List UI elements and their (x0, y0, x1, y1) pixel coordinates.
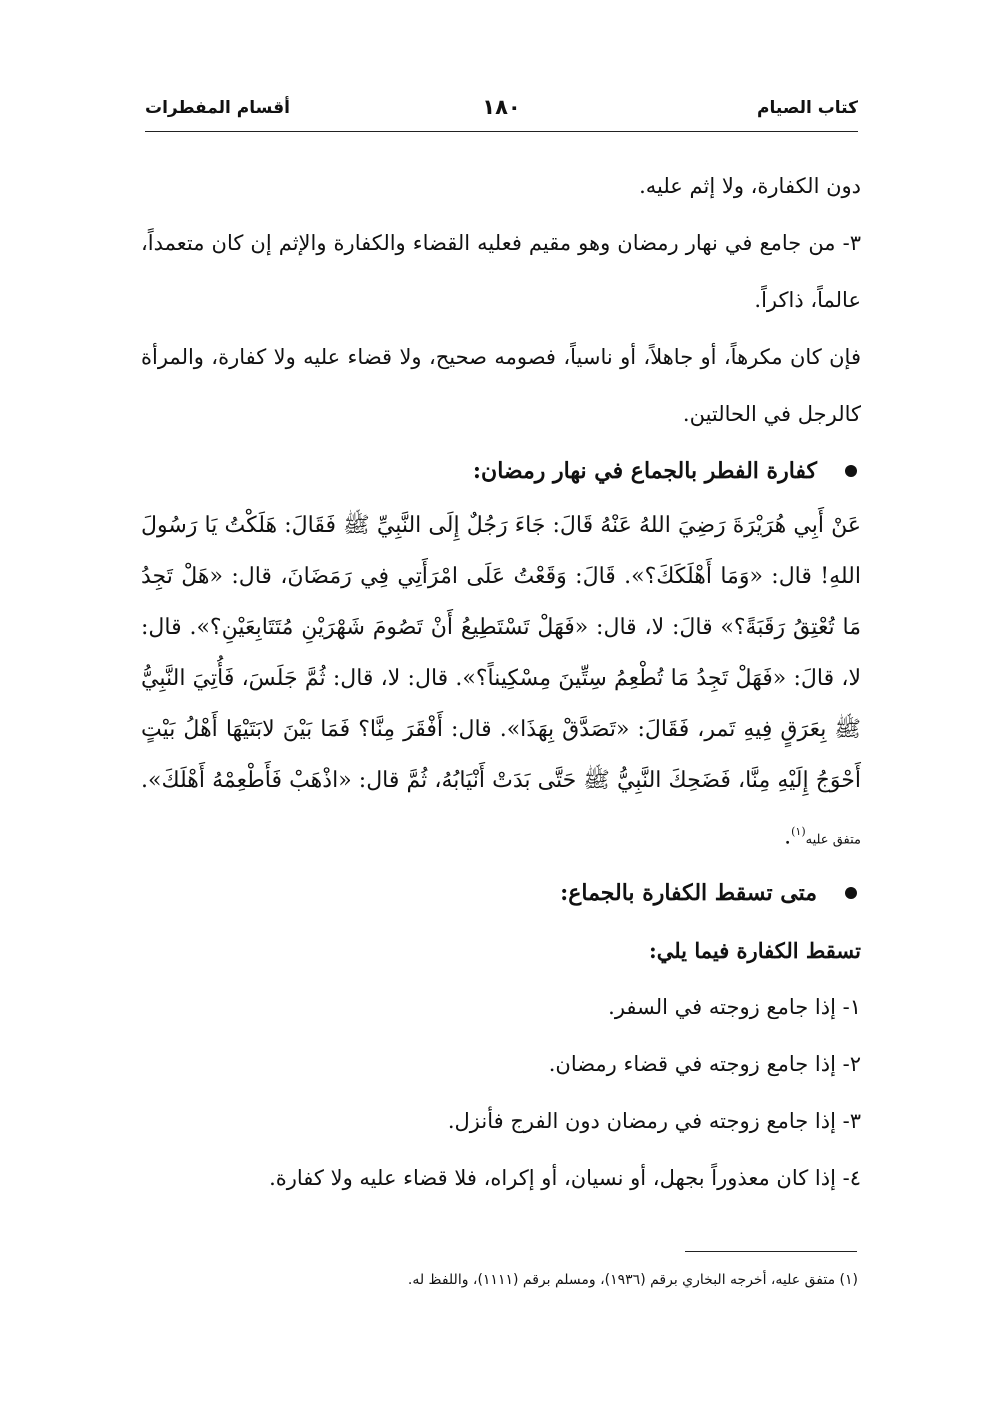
header-divider (145, 131, 858, 132)
heading-kaffara-text: كفارة الفطر بالجماع في نهار رمضان: (472, 458, 817, 484)
page-number: ١٨٠ (482, 95, 521, 119)
paragraph-3: فإن كان مكرهاً، أو جاهلاً، أو ناسياً، فصومه صحيح، ولا قضاء عليه ولا كفارة، والمرأة كالرجل في الحالتين. (141, 345, 861, 426)
heading-when-drops (141, 865, 861, 922)
footnote: (١) متفق عليه، أخرجه البخاري برقم (١٩٣٦)، ومسلم برقم (١١١١)، واللفظ له. (407, 1272, 858, 1288)
list-item: ٤- إذا كان معذوراً بجهل، أو نسيان، أو إكراه، فلا قضاء عليه ولا كفارة. (269, 1166, 861, 1191)
list-item: ١- إذا جامع زوجته في السفر. (608, 995, 861, 1020)
section-title: أقسام المفطرات (145, 98, 290, 118)
list-item: ٣- إذا جامع زوجته في رمضان دون الفرج فأنزل. (447, 1109, 861, 1134)
list-item: ٢- إذا جامع زوجته في قضاء رمضان. (548, 1052, 861, 1077)
footnote-divider (685, 1251, 857, 1252)
hadith-reference: متفق عليه (805, 832, 861, 848)
bullet-icon (845, 465, 857, 477)
main-text (141, 158, 861, 1207)
heading-kaffara (141, 443, 861, 500)
paragraph-1: دون الكفارة، ولا إثم عليه. (639, 174, 861, 198)
paragraph-2: ٣- من جامع في نهار رمضان وهو مقيم فعليه القضاء والكفارة والإثم إن كان متعمداً، عالماً، ذاكراً. (141, 231, 861, 312)
heading-when-drops-text: متى تسقط الكفارة بالجماع: (560, 880, 817, 907)
subheading: تسقط الكفارة فيما يلي: (648, 938, 861, 964)
running-header (145, 95, 858, 128)
footnote-marker: (١) (791, 825, 806, 838)
bullet-icon (845, 887, 857, 899)
hadith-text: عَنْ أَبِي هُرَيْرَةَ رَضِيَ اللهُ عَنْهُ قَالَ: جَاءَ رَجُلٌ إِلَى النَّبِيِّ ﷺ فَقَالَ: هَلَكْتُ يَا رَسُولَ اللهِ! قال: «وَمَا أَهْلَكَكَ؟». قَالَ: وَقَعْتُ عَلَى امْرَأَتِي فِي رَمَضَانَ، قال: «هَلْ تَجِدُ مَا تُعْتِقُ رَقَبَةً؟» قالَ: لا، قال: «فَهَلْ تَسْتَطِيعُ أَنْ تَصُومَ شَهْرَيْنِ مُتَتَابِعَيْنِ؟». قال: لا، قالَ: «فَهَلْ تَجِدُ مَا تُطْعِمُ سِتِّينَ مِسْكِيناً؟». قال: لا، قال: ثُمَّ جَلَسَ، فَأُتِيَ النَّبِيُّ ﷺ بِعَرَقٍ فِيهِ تَمر، فَقَالَ: «تَصَدَّقْ بِهَذَا». قال: أَفْقَرَ مِنَّا؟ فَمَا بَيْنَ لابَتَيْهَا أَهْلُ بَيْتٍ أَحْوَجُ إِلَيْهِ مِنَّا، فَضَحِكَ النَّبِيُّ ﷺ حَتَّى بَدَتْ أَنْيَابُهُ، ثُمَّ قال: «اذْهَبْ فَأَطْعِمْهُ أَهْلَكَ». (141, 513, 861, 793)
book-title: كتاب الصيام (757, 98, 858, 118)
hadith-paragraph: عَنْ أَبِي هُرَيْرَةَ رَضِيَ اللهُ عَنْهُ قَالَ: جَاءَ رَجُلٌ إِلَى النَّبِيِّ ﷺ فَقَالَ: هَلَكْتُ يَا رَسُولَ اللهِ! قال: «وَمَا أَهْلَكَكَ؟». قَالَ: وَقَعْتُ عَلَى امْرَأَتِي فِي رَمَضَانَ، قال: «هَلْ تَجِدُ مَا تُعْتِقُ رَقَبَةً؟» قالَ: لا، قال: «فَهَلْ تَسْتَطِيعُ أَنْ تَصُومَ شَهْرَيْنِ مُتَتَابِعَيْنِ؟». قال: لا، قالَ: «فَهَلْ تَجِدُ مَا تُطْعِمُ سِتِّينَ مِسْكِيناً؟». قال: لا، قال: ثُمَّ جَلَسَ، فَأُتِيَ النَّبِيُّ ﷺ بِعَرَقٍ فِيهِ تَمر، فَقَالَ: «تَصَدَّقْ بِهَذَا». قال: أَفْقَرَ مِنَّا؟ فَمَا بَيْنَ لابَتَيْهَا أَهْلُ بَيْتٍ أَحْوَجُ إِلَيْهِ مِنَّا، فَضَحِكَ النَّبِيُّ ﷺ حَتَّى بَدَتْ أَنْيَابُهُ، ثُمَّ قال: «اذْهَبْ فَأَطْعِمْهُ أَهْلَكَ». متفق عليه$^{(١)}$. (141, 513, 861, 850)
